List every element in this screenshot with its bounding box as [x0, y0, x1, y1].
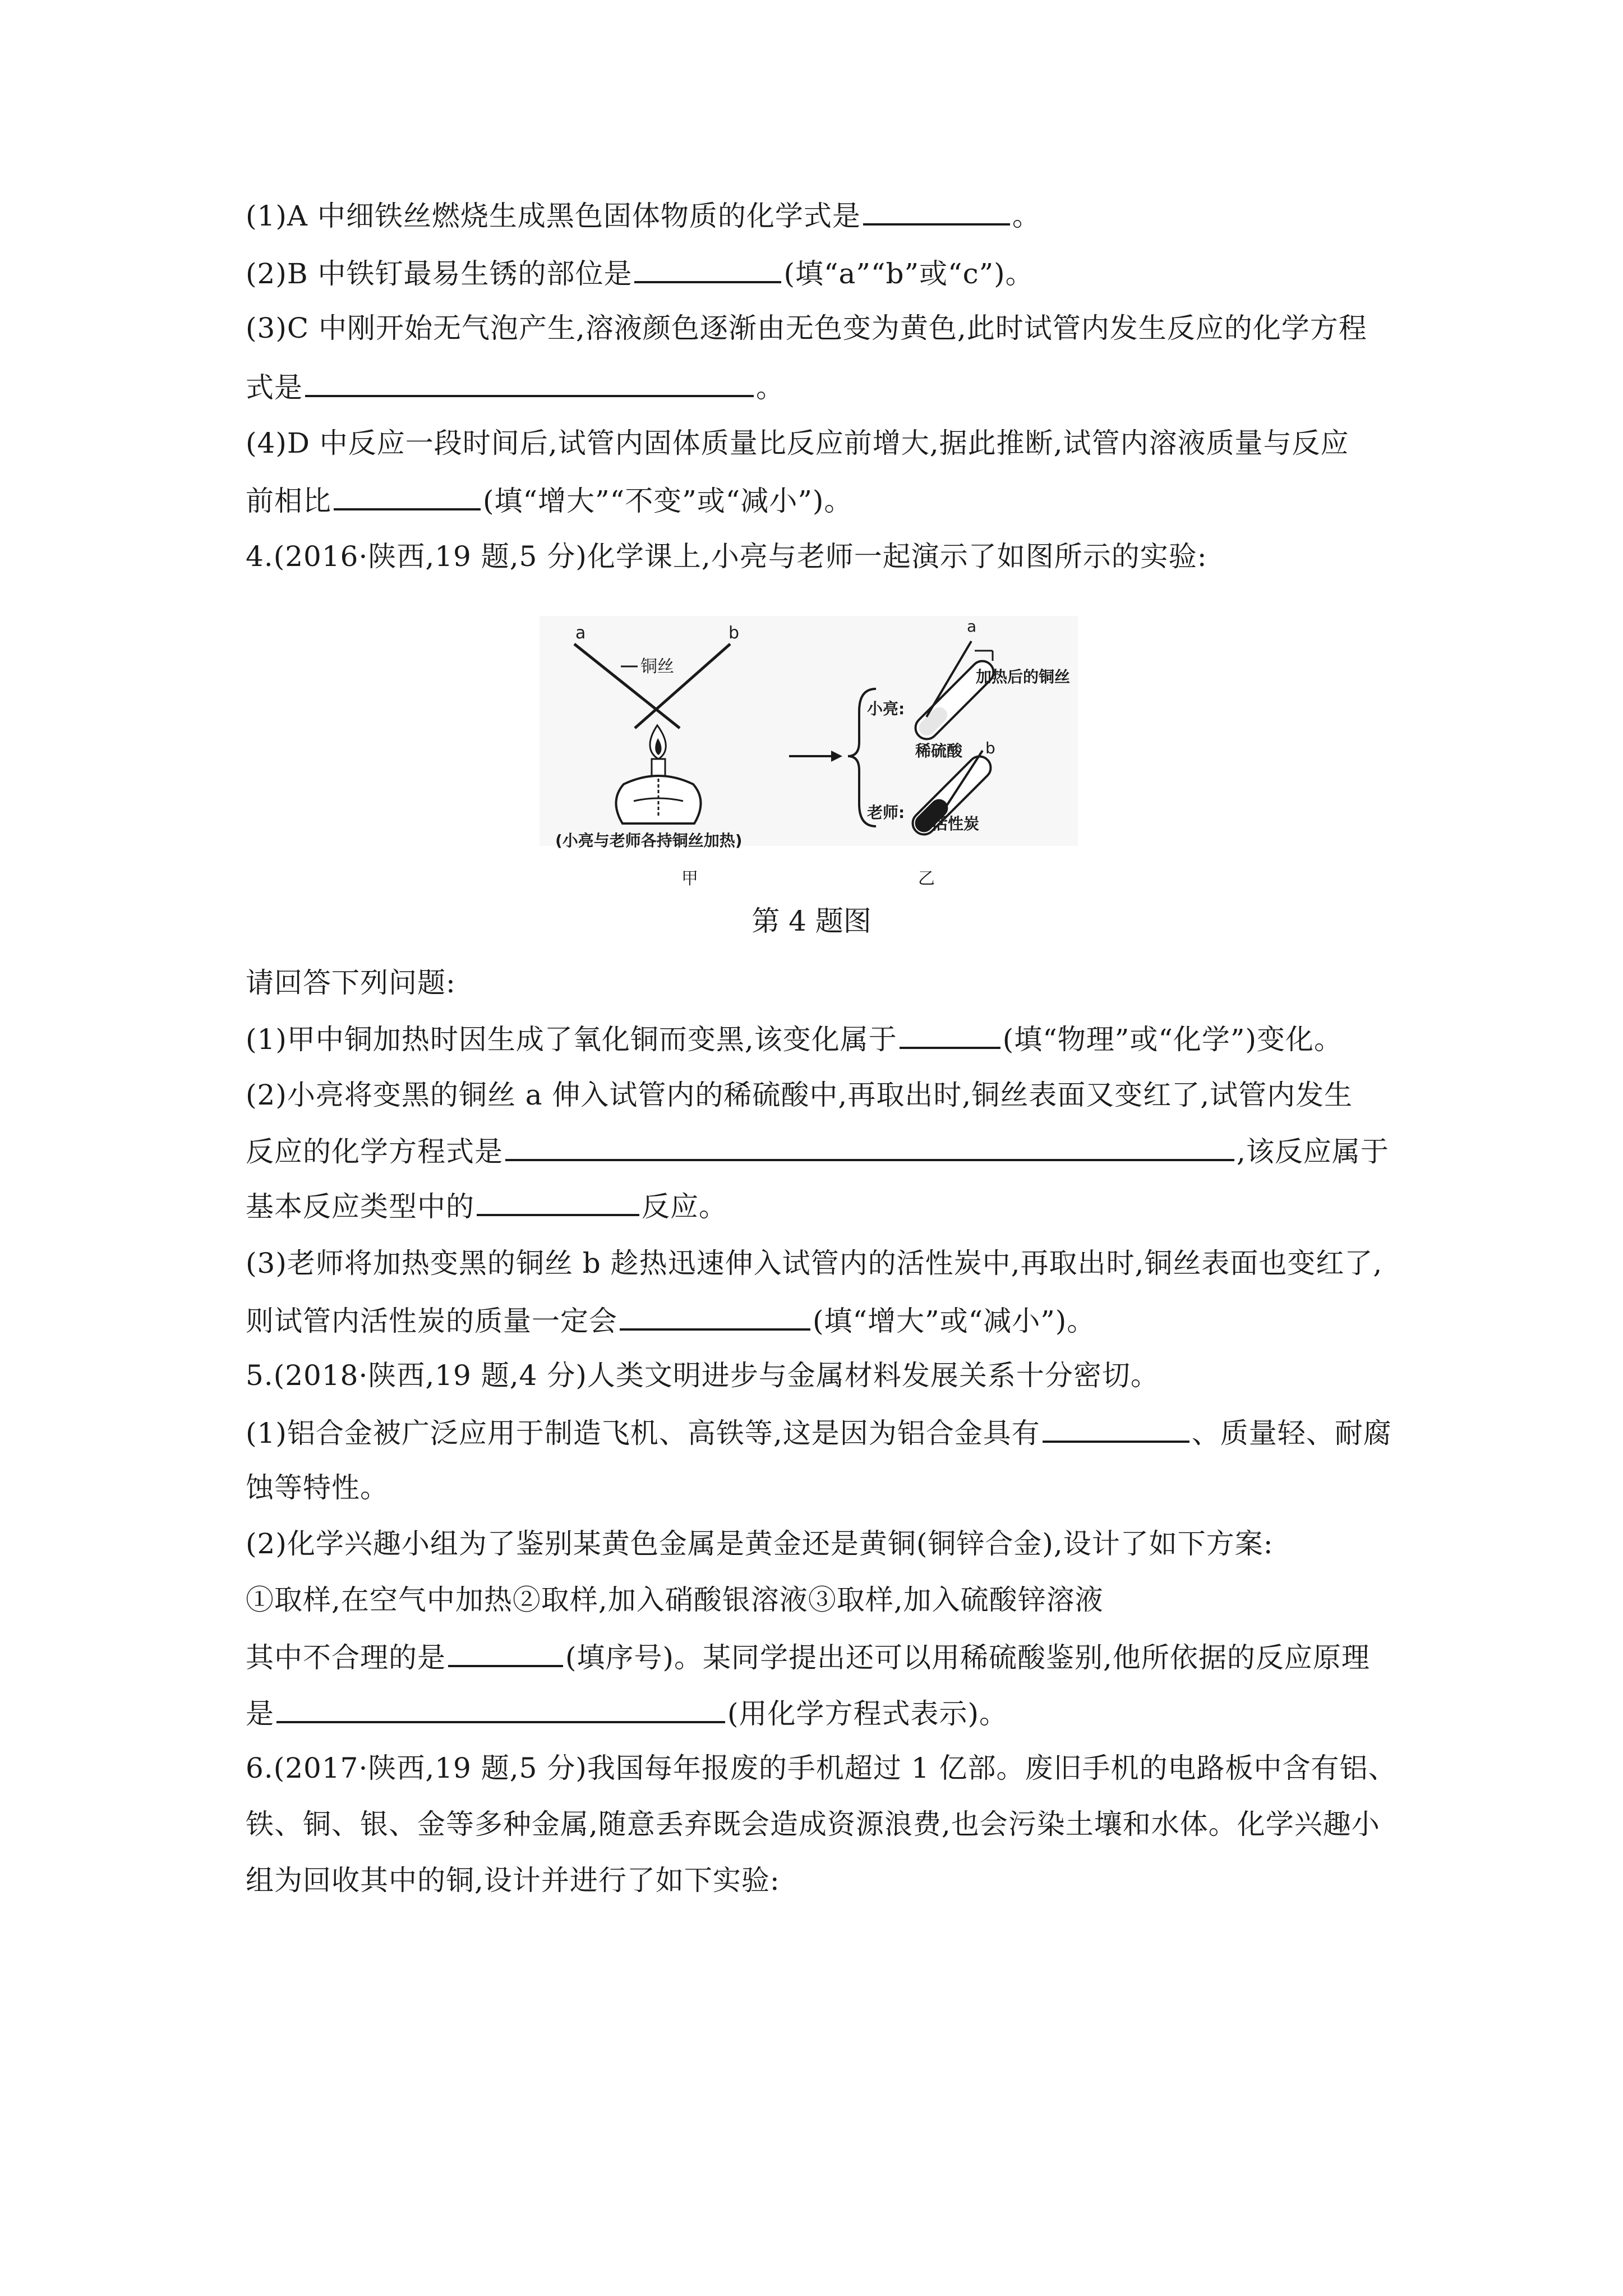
q4-part1-text: (1)甲中铜加热时因生成了氧化铜而变黑,该变化属于	[246, 1023, 897, 1056]
q4-part3-text: 则试管内活性炭的质量一定会	[246, 1305, 617, 1337]
answer-blank[interactable]	[305, 369, 754, 397]
q5-part2-line3	[246, 1639, 1370, 1674]
label-a-right: a	[967, 617, 977, 636]
answer-blank[interactable]	[634, 255, 781, 283]
label-b-left: b	[728, 623, 740, 643]
q3-part4-line1: (4)D 中反应一段时间后,试管内固体质量比反应前增大,据此推断,试管内溶液质量与反应	[246, 427, 1349, 459]
figure-caption: 第 4 题图	[751, 905, 872, 937]
q3-part1-text: (1)A 中细铁丝燃烧生成黑色固体物质的化学式是	[246, 200, 861, 232]
q3-part3-text: 式是	[246, 371, 303, 404]
q3-part2	[246, 255, 1034, 291]
q5-part2-line4	[246, 1695, 1008, 1731]
q5-part2-line3-end: (填序号)。某同学提出还可以用稀硫酸鉴别,他所依据的反应原理	[565, 1641, 1370, 1674]
xiaoliang-label: 小亮:	[867, 700, 905, 718]
q4-part2-end: ,该反应属于	[1237, 1135, 1389, 1168]
dilute-acid-label: 稀硫酸	[915, 742, 963, 760]
q3-part4-text: 前相比	[246, 485, 331, 517]
q3-part4-end: (填“增大”“不变”或“减小”)。	[483, 485, 853, 517]
q3-part3-line1: (3)C 中刚开始无气泡产生,溶液颜色逐渐由无色变为黄色,此时试管内发生反应的化学方程	[246, 312, 1367, 344]
q4-part3-line2	[246, 1303, 1095, 1338]
answer-blank[interactable]	[620, 1303, 810, 1331]
q3-part3-line2	[246, 369, 785, 404]
q5-part2-line4-end: (用化学方程式表示)。	[727, 1697, 1008, 1730]
q4-part2-line1: (2)小亮将变黑的铜丝 a 伸入试管内的稀硫酸中,再取出时,铜丝表面又变红了,试管内发生	[246, 1079, 1353, 1111]
copper-wire-label: 铜丝	[640, 657, 674, 677]
q4-part2-line3	[246, 1188, 727, 1223]
q3-part2-end: (填“a”“b”或“c”)。	[783, 257, 1034, 290]
answer-blank[interactable]	[477, 1188, 639, 1216]
label-b-right: b	[985, 739, 995, 757]
activated-carbon-label: 活性炭	[932, 815, 980, 833]
q5-part2-line4-text: 是	[246, 1697, 274, 1730]
q4-part3-end: (填“增大”或“减小”)。	[813, 1305, 1096, 1337]
q5-stem: 5.(2018·陕西,19 题,4 分)人类文明进步与金属材料发展关系十分密切。	[246, 1359, 1159, 1392]
experiment-diagram	[540, 616, 1078, 896]
q3-part1-end: 。	[1012, 200, 1041, 232]
q3-part4-line2	[246, 482, 852, 518]
q6-line1: 6.(2017·陕西,19 题,5 分)我国每年报废的手机超过 1 亿部。废旧手机的电路板中含有铝、	[246, 1752, 1397, 1784]
q5-part1-text: (1)铝合金被广泛应用于制造飞机、高铁等,这是因为铝合金具有	[246, 1417, 1040, 1450]
q4-part3-line1: (3)老师将加热变黑的铜丝 b 趁热迅速伸入试管内的活性炭中,再取出时,铜丝表面也变红了,	[246, 1247, 1383, 1280]
q4-prompt: 请回答下列问题:	[246, 967, 456, 999]
answer-blank[interactable]	[900, 1021, 1000, 1049]
q4-part1	[246, 1021, 1343, 1056]
q3-part3-end: 。	[756, 371, 785, 404]
label-a-left: a	[575, 623, 586, 643]
q4-experiment-figure	[540, 616, 1078, 896]
q4-part1-end: (填“物理”或“化学”)变化。	[1002, 1023, 1343, 1056]
q3-part2-text: (2)B 中铁钉最易生锈的部位是	[246, 257, 633, 290]
panel-left-label: 甲	[681, 869, 698, 889]
q5-part2-line1: (2)化学兴趣小组为了鉴别某黄色金属是黄金还是黄铜(铜锌合金),设计了如下方案:	[246, 1527, 1274, 1560]
q4-stem: 4.(2016·陕西,19 题,5 分)化学课上,小亮与老师一起演示了如图所示的实验:	[246, 540, 1207, 573]
heating-caption: (小亮与老师各持铜丝加热)	[555, 831, 743, 850]
q5-part1-line2: 蚀等特性。	[246, 1471, 389, 1504]
q5-part1-end: 、质量轻、耐腐	[1191, 1417, 1392, 1450]
q5-part2-line3-text: 其中不合理的是	[246, 1641, 446, 1674]
q4-part2-line3-end: 反应。	[642, 1190, 727, 1223]
panel-right-label: 乙	[918, 869, 935, 889]
heated-wire-label: 加热后的铜丝	[976, 668, 1071, 686]
q4-part2-text: 反应的化学方程式是	[246, 1135, 503, 1168]
answer-blank[interactable]	[276, 1695, 725, 1723]
q4-part2-line2	[246, 1133, 1389, 1168]
answer-blank[interactable]	[448, 1639, 563, 1667]
answer-blank[interactable]	[863, 197, 1010, 226]
answer-blank[interactable]	[334, 482, 481, 510]
q6-line3: 组为回收其中的铜,设计并进行了如下实验:	[246, 1864, 780, 1897]
alcohol-lamp-body	[616, 776, 700, 823]
q5-part2-line2: ①取样,在空气中加热②取样,加入硝酸银溶液③取样,加入硫酸锌溶液	[246, 1584, 1104, 1616]
answer-blank[interactable]	[505, 1133, 1234, 1161]
q3-part1	[246, 197, 1041, 233]
q4-part2-line3-text: 基本反应类型中的	[246, 1190, 474, 1223]
q6-line2: 铁、铜、银、金等多种金属,随意丢弃既会造成资源浪费,也会污染土壤和水体。化学兴趣小	[246, 1808, 1380, 1841]
q5-part1-line1	[246, 1415, 1392, 1450]
teacher-label: 老师:	[867, 803, 905, 822]
answer-blank[interactable]	[1043, 1415, 1189, 1443]
